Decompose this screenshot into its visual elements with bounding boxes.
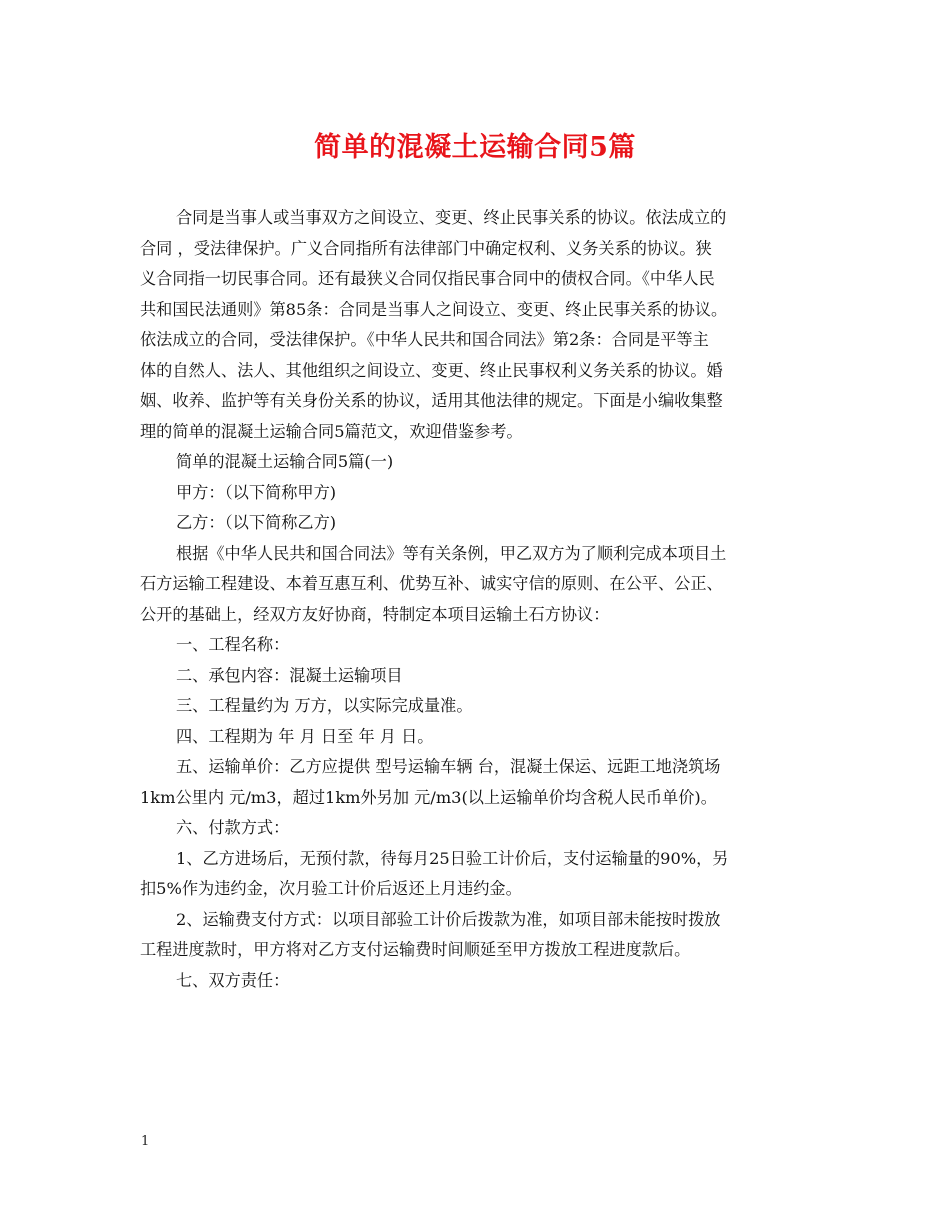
page-number: 1 [141,1134,150,1149]
body-line: 二、承包内容：混凝土运输项目 [176,665,403,685]
document-body [140,203,812,996]
body-line: 四、工程期为 年 月 日至 年 月 日。 [176,726,434,746]
body-line: 甲方：（以下简称甲方) [176,482,337,502]
body-line: 共和国民法通则》第85条：合同是当事人之间设立、变更、终止民事关系的协议。 [140,299,728,319]
body-line: 根据《中华人民共和国合同法》等有关条例，甲乙双方为了顺利完成本项目土 [176,543,727,563]
body-line: 合同 ，受法律保护。广义合同指所有法律部门中确定权利、义务关系的协议。狭 [140,238,712,258]
body-line: 七、双方责任： [176,970,290,990]
body-line: 乙方：（以下简称乙方) [176,513,337,532]
body-line: 工程进度款时，甲方将对乙方支付运输费时间顺延至甲方拨放工程进度款后。 [140,940,691,959]
body-line: 1km公里内 元/m3，超过1km外另加 元/m3(以上运输单价均含税人民币单价)。 [140,787,717,807]
body-line: 六、付款方式： [176,818,290,837]
body-line: 2、运输费支付方式：以项目部验工计价后拨款为准，如项目部未能按时拨放 [176,909,721,929]
body-line: 合同是当事人或当事双方之间设立、变更、终止民事关系的协议。依法成立的 [176,208,727,227]
body-line: 依法成立的合同，受法律保护。《中华人民共和国合同法》第2条：合同是平等主 [140,330,709,349]
body-line: 1、乙方进场后，无预付款，待每月25日验工计价后，支付运输量的90%，另 [176,848,729,868]
document-title: 简单的混凝土运输合同5篇 [314,132,636,163]
body-line: 理的简单的混凝土运输合同5篇范文，欢迎借鉴参考。 [140,421,523,441]
body-line: 石方运输工程建设、本着互惠互利、优势互补、诚实守信的原则、在公平、公正、 [140,574,723,593]
body-line: 一、工程名称： [176,635,290,654]
body-line: 义合同指一切民事合同。还有最狭义合同仅指民事合同中的债权合同。《中华人民 [140,269,715,288]
body-line: 五、运输单价：乙方应提供 型号运输车辆 台，混凝土保运、远距工地浇筑场 [176,757,721,776]
body-line: 姻、收养、监护等有关身份关系的协议，适用其他法律的规定。下面是小编收集整 [140,391,723,410]
body-line: 公开的基础上，经双方友好协商，特制定本项目运输土石方协议： [140,604,610,624]
body-line: 体的自然人、法人、其他组织之间设立、变更、终止民事权利义务关系的协议。婚 [140,360,723,380]
body-line: 三、工程量约为 万方，以实际完成量准。 [176,696,473,715]
body-line: 扣5%作为违约金，次月验工计价后返还上月违约金。 [140,879,522,898]
body-line: 简单的混凝土运输合同5篇(一) [176,452,394,471]
